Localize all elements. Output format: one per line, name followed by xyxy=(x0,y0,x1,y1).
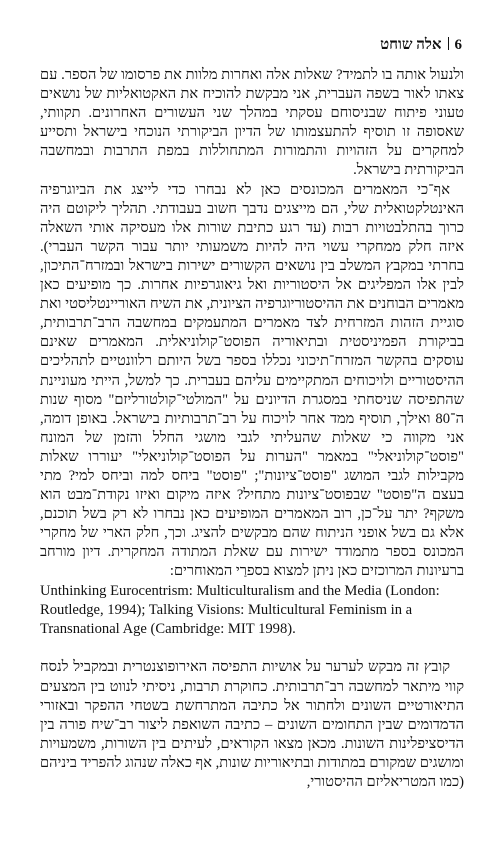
page-number: 6 xyxy=(454,37,462,53)
paragraph-3: קובץ זה מבקש לערער על אושיות התפיסה האירופוצנטרית ובמקביל לנסח קווי מיתאר למחשבה רב־תרבותית. כחוקרת תרבות, ניסיתי לנווט בין המצעים התיאורטיים השונים ולחתור אל כתיבה המתרחשת בשטחי ההפקר ובאזורי הדמדומים שבין התחומים השונים – כתיבה השואפת ליצור רב־שיח פורה בין הדיסציפלינות השונות. מכאן מצאו הקוראים, לעיתים בין השורות, משמעויות ומושגים שמקורם במתודות ובתיאוריות שונות, אף כאלה שנהוג להפריד ביניהם (כמו המטריאליזם ההיסטורי, xyxy=(40,659,464,790)
bibliographic-reference: Unthinking Eurocentrism: Multiculturalism and the Media (London: Routledge, 1994); Talking Visions: Multicultural Feminism in a Transnational Age (Cambridge: MIT 1998). xyxy=(40,582,440,638)
page-body xyxy=(40,66,464,792)
paragraph-1: ולנעול אותה בו לתמיד? שאלות אלה ואחרות מלוות את פרסומו של הספר. עם צאתו לאור בשפה העברית, אני מבקשת להוכיח את האקטואליות של נושאים טעוני פיתוח שבניסוחם עסקתי במהלך שני העשורים האחרונים. תקוותי, שאסופה זו תוסיף להתעצמותו של הדיון הביקורתי הנוכחי בישראל ותסייע למחקרים על הזהויות והתמורות המתחוללות במפת התרבות ובמחשבה הביקורתית בישראל. xyxy=(40,67,464,179)
paragraph-2: אף־כי המאמרים המכונסים כאן לא נבחרו כדי לייצג את הביוגרפיה האינטלקטואלית שלי, הם מייצגים נדבך חשוב בעבודתי. תהליך ליקוטם היה כרוך בהתלבטויות רבות (עד רגע כתיבת שורות אלו מעסיקה אותי השאלה איזה חלק ממחקרי עשוי היה להיות משמעותי יותר עבור הקשר העברי). בחרתי במקבץ המשלב בין נושאים הקשורים ישירות בישראל ובמזרח־התיכון, לבין אלו המפליגים אל היסטוריות ואל גיאוגרפיות אחרות. כך מופיעים כאן מאמרים הבוחנים את ההיסטוריוגרפיה הציונית, את השיח האוריינטליסטי ואת סוגיית הזהות המזרחית לצד מאמרים המתעמקים במחשבה הרב־תרבותית, בביקורת הפמיניסטית ובתיאוריה הפוסט־קולוניאלית. המאמרים שאינם עוסקים בהקשר המזרח־תיכוני נכללו בספר בשל היותם רלוונטיים לתהליכים ההיסטוריים ולויכוחים המתקיימים עליהם בעברית. כך למשל, הייתי מעוניינת שהתפיסה שניסחתי במסגרת הדיונים על "המולטי־קולטורליזם" מסוף שנות ה־80 ואילך, תוסיף ממד אחר לויכוח על רב־תרבותיות בישראל. באופן דומה, אני מקווה כי שאלות שהעליתי לגבי מושגי החלל והזמן של המונח "פוסט־קולוניאלי" במאמר "הערות על הפוסט־קולוניאלי" יעוררו שאלות מקבילות לגבי המושג "פוסט־ציונות"; "פוסט" ביחס למה וביחס למי? מתי בעצם ה"פוסט" שבפוסט־ציונות מתחיל? איזה מיקום ואיזו נקודת־מבט הוא משקף? יתר על־כן, רוב המאמרים המופיעים כאן נבחרו לא רק בשל תוכנם, אלא גם בשל אופני הניתוח שהם מבקשים להציג. וכך, חלק הארי של מחקרי המכונס בספר מתמודד ישירות עם שאלת המתודה המחקרית. דיון מורחב ברעיונות המרוכזים כאן ניתן למצוא בספרַי המאוחרים: xyxy=(40,181,464,580)
running-header xyxy=(40,36,462,54)
running-header-author: אלה שוחט xyxy=(380,37,442,53)
header-divider xyxy=(448,37,449,50)
